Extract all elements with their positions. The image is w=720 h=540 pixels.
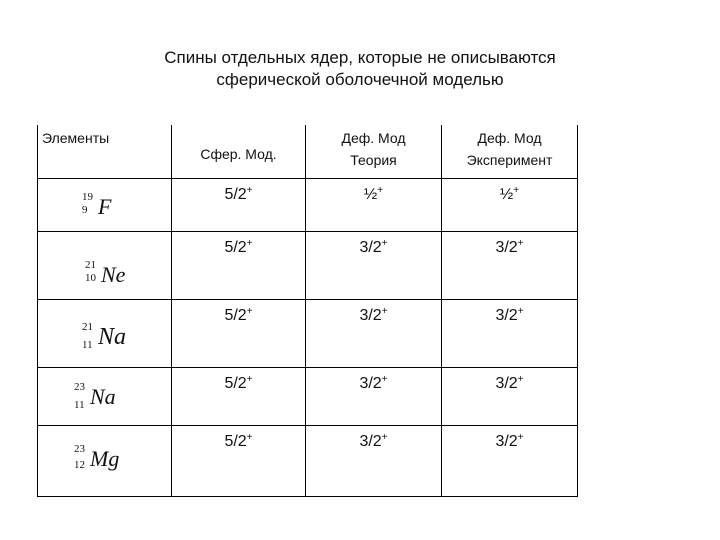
parity: +: [246, 184, 253, 196]
element-cell: [38, 231, 172, 299]
spin-number: 3/2: [495, 306, 518, 324]
element-symbol: Mg: [90, 445, 120, 471]
spin-value: [172, 374, 305, 393]
mass-number: 19: [82, 190, 93, 203]
spin-value: [172, 185, 305, 204]
mass-number: 21: [85, 258, 96, 271]
element-cell: [38, 178, 172, 231]
header-cell-deformed-theory: [306, 125, 442, 178]
spin-number: ½: [499, 185, 514, 203]
spherical-cell: [172, 425, 306, 496]
atomic-number: 10: [85, 271, 96, 284]
header-elements: Элементы: [42, 130, 110, 146]
spin-value: [442, 432, 577, 451]
parity: +: [517, 305, 524, 317]
element-symbol: Ne: [101, 261, 126, 287]
spin-value: [172, 432, 305, 451]
mass-number: 23: [74, 442, 85, 455]
theory-cell: [306, 425, 442, 496]
parity: +: [517, 237, 524, 249]
slide-title: [120, 47, 600, 91]
spin-value: [306, 238, 441, 257]
header-deformed-experiment: [442, 127, 577, 171]
spin-value: [172, 238, 305, 257]
header-spherical: Сфер. Мод.: [200, 146, 277, 162]
spherical-cell: [172, 299, 306, 367]
spin-value: [442, 374, 577, 393]
spin-number: 3/2: [359, 432, 382, 450]
table-row: [38, 299, 578, 367]
spherical-cell: [172, 367, 306, 425]
spin-value: [306, 374, 441, 393]
spin-number: 3/2: [359, 374, 382, 392]
table-row: [38, 425, 578, 496]
spin-number: 5/2: [224, 374, 247, 392]
experiment-cell: [442, 231, 578, 299]
spin-value: [442, 185, 577, 204]
parity: +: [246, 305, 253, 317]
nuclear-spins-table: [37, 125, 578, 497]
atomic-number: 11: [82, 338, 93, 351]
element-cell: [38, 299, 172, 367]
header-deformed-experiment-line1: Деф. Мод: [477, 130, 542, 146]
atomic-number: 12: [74, 458, 85, 471]
spin-number: 5/2: [224, 306, 247, 324]
experiment-cell: [442, 425, 578, 496]
parity: +: [246, 373, 253, 385]
spin-number: 3/2: [359, 306, 382, 324]
spin-number: ½: [363, 185, 378, 203]
header-deformed-theory-line1: Деф. Мод: [341, 130, 406, 146]
parity: +: [517, 373, 524, 385]
element-cell: [38, 425, 172, 496]
spin-value: [442, 306, 577, 325]
header-cell-deformed-experiment: [442, 125, 578, 178]
table-row: [38, 231, 578, 299]
table-row: [38, 178, 578, 231]
spin-value: [306, 306, 441, 325]
theory-cell: [306, 231, 442, 299]
element-symbol: F: [98, 193, 112, 219]
title-line-1: Спины отдельных ядер, которые не описываются: [164, 48, 556, 67]
theory-cell: [306, 299, 442, 367]
parity: +: [381, 237, 388, 249]
mass-number: 21: [82, 320, 93, 333]
header-cell-spherical: [172, 125, 306, 178]
experiment-cell: [442, 367, 578, 425]
parity: +: [381, 373, 388, 385]
parity: +: [517, 431, 524, 443]
spin-value: [172, 306, 305, 325]
spherical-cell: [172, 178, 306, 231]
spin-value: [306, 185, 441, 204]
atomic-number: 9: [82, 203, 88, 216]
spin-number: 3/2: [359, 238, 382, 256]
header-cell-elements: [38, 125, 172, 178]
mass-number: 23: [74, 380, 85, 393]
element-symbol: Na: [98, 323, 127, 350]
experiment-cell: [442, 299, 578, 367]
table-row: [38, 367, 578, 425]
atomic-number: 11: [74, 398, 85, 411]
parity: +: [381, 431, 388, 443]
header-deformed-theory-line2: Теория: [350, 152, 397, 168]
parity: +: [246, 431, 253, 443]
experiment-cell: [442, 178, 578, 231]
header-deformed-theory: [306, 127, 441, 171]
spin-number: 5/2: [224, 432, 247, 450]
parity: +: [513, 184, 520, 196]
parity: +: [246, 237, 253, 249]
parity: +: [381, 305, 388, 317]
spherical-cell: [172, 231, 306, 299]
title-line-2: сферической оболочечной моделью: [216, 70, 504, 89]
spin-number: 3/2: [495, 238, 518, 256]
element-symbol: Na: [90, 383, 116, 409]
spin-number: 5/2: [224, 185, 247, 203]
header-deformed-experiment-line2: Эксперимент: [466, 152, 553, 168]
theory-cell: [306, 178, 442, 231]
spin-number: 3/2: [495, 374, 518, 392]
spin-number: 3/2: [495, 432, 518, 450]
parity: +: [377, 184, 384, 196]
spin-value: [306, 432, 441, 451]
theory-cell: [306, 367, 442, 425]
spin-value: [442, 238, 577, 257]
table-header-row: [38, 125, 578, 178]
spin-number: 5/2: [224, 238, 247, 256]
element-cell: [38, 367, 172, 425]
